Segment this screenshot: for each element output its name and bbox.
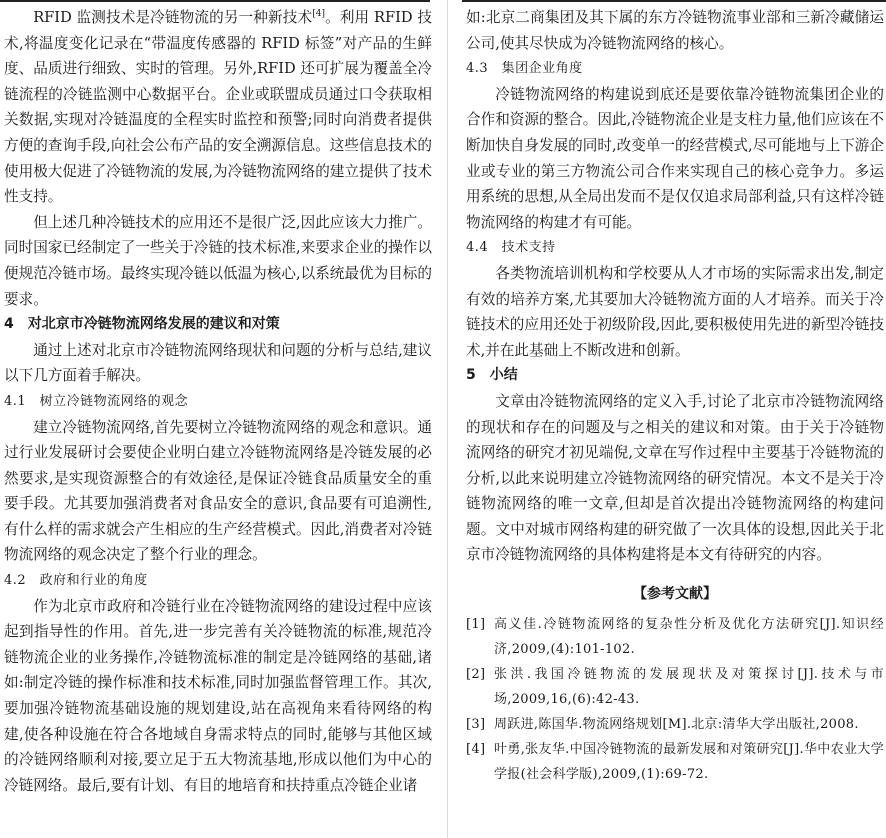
references-heading: 【参考文献】 [633,586,717,603]
paragraph-tech-limitations: 但上述几种冷链技术的应用还不是很广泛,因此应该大力推广。同时国家已经制定了一些关于冷链的技术标准,来要求企业的操作以便规范冷链市场。最终实现冷链以低温为核心,以系统最优为目标的要求。 [4,213,432,308]
reference-item [466,712,884,737]
right-column [466,5,884,787]
top-rule-left [0,0,430,2]
reference-text: 高义佳.冷链物流网络的复杂性分析及优化方法研究[J].知识经济,2009,(4):101-102. [494,616,884,657]
reference-list [466,612,884,787]
paragraph-4-4: 各类物流培训机构和学校要从人才市场的实际需求出发,制定有效的培养方案,尤其要加大冷链物流方面的人才培养。而关于冷链技术的应用还处于初级阶段,因此,要积极使用先进的新型冷链技术,并在此基础上不断改进和创新。 [466,264,884,359]
paragraph-section-4-intro: 通过上述对北京市冷链物流网络现状和问题的分析与总结,建议以下几方面着手解决。 [4,341,432,385]
subsection-4-3-heading: 4.3 集团企业角度 [466,61,583,77]
reference-text: 周跃进,陈国华.物流网络规划[M].北京:清华大学出版社,2008. [494,716,859,732]
reference-number: [1] [466,616,486,632]
paragraph-4-3: 冷链物流网络的构建说到底还是要依靠冷链物流集团企业的合作和资源的整合。因此,冷链物流企业是支柱力量,他们应该在不断加快自身发展的同时,改变单一的经营模式,尽可能地与上下游企业或专业的第三方物流公司合作来实现自己的核心竞争力。多运用系统的思想,从全局出发而不是仅仅追求局部利益,只有这样冷链物流网络的构建才有可能。 [466,85,884,231]
reference-number: [3] [466,716,486,732]
reference-number: [2] [466,666,486,682]
reference-text: 张洪.我国冷链物流的发展现状及对策探讨[J].技术与市场,2009,16,(6):42-43. [494,666,884,707]
citation-4[interactable]: [4] [312,9,325,19]
reference-text: 叶勇,张友华.中国冷链物流的最新发展和对策研究[J].华中农业大学学报(社会科学版),2009,(1):69-72. [494,741,884,782]
paragraph-rfid: RFID 监测技术是冷链物流的另一种新技术[4]。利用 RFID 技术,将温度变化记录在“带温度传感器的 RFID 标签”对产品的生鲜度、品质进行细致、实时的管理。另外,RFID 还可扩展为覆盖全冷链流程的冷链监测中心数据平台。企业或联盟成员通过口令获取相关数据,实现对冷链温度的全程实时监控和预警;同时向消费者提供方便的查询手段,向社会公布产品的安全溯源信息。这些信息技术的使用极大促进了冷链物流的发展,为冷链物流网络的建立提供了技术性支持。 [4,9,432,206]
section-5-heading: 5 小结 [466,367,518,384]
left-column [4,5,432,798]
reference-item [466,662,884,712]
paragraph-4-2-continued: 如:北京二商集团及其下属的东方冷链物流事业部和三新冷藏储运公司,使其尽快成为冷链物流网络的核心。 [466,9,884,52]
reference-item [466,612,884,662]
reference-item [466,737,884,787]
subsection-4-2-heading: 4.2 政府和行业的角度 [4,573,148,589]
section-4-heading: 4 对北京市冷链物流网络发展的建议和对策 [4,316,280,333]
subsection-4-4-heading: 4.4 技术支持 [466,240,556,256]
top-rule-right [462,0,886,2]
paragraph-4-2: 作为北京市政府和冷链行业在冷链物流网络的建设过程中应该起到指导性的作用。首先,进一步完善有关冷链物流的标准,规范冷链物流企业的业务操作,冷链物流标准的制定是冷链网络的基础,诸如:制定冷链的操作标准和技术标准,同时加强监督管理工作。其次,要加强冷链物流基础设施的规划建设,站在高视角来看待网络的构建,使各种设施在符合各地域自身需求特点的同时,能够与其他区域的冷链网络顺利对接,要立足于五大物流基地,形成以他们为中心的冷链网络。最后,要有计划、有目的地培育和扶持重点冷链企业诸 [4,597,432,794]
column-divider [447,0,448,838]
paragraph-5-summary: 文章由冷链物流网络的定义入手,讨论了北京市冷链物流网络的现状和存在的问题及与之相关的建议和对策。由于关于冷链物流网络的研究才初见端倪,文章在写作过程中主要基于冷链物流的分析,以此来说明建立冷链物流网络的研究情况。本文不是关于冷链物流网络的唯一文章,但却是首次提出冷链物流网络的构建问题。文中对城市网络构建的研究做了一次具体的设想,因此关于北京市冷链物流网络的具体构建将是本文有待研究的内容。 [466,392,884,564]
subsection-4-1-heading: 4.1 树立冷链物流网络的观念 [4,393,189,409]
reference-number: [4] [466,741,486,757]
paragraph-4-1: 建立冷链物流网络,首先要树立冷链物流网络的观念和意识。通过行业发展研讨会要使企业明白建立冷链物流网络是冷链发展的必然要求,是实现资源整合的有效途径,是保证冷链食品质量安全的重要手段。尤其要加强消费者对食品安全的意识,食品要有可追溯性,有什么样的需求就会产生相应的生产经营模式。因此,消费者对冷链物流网络的观念决定了整个行业的理念。 [4,418,432,564]
